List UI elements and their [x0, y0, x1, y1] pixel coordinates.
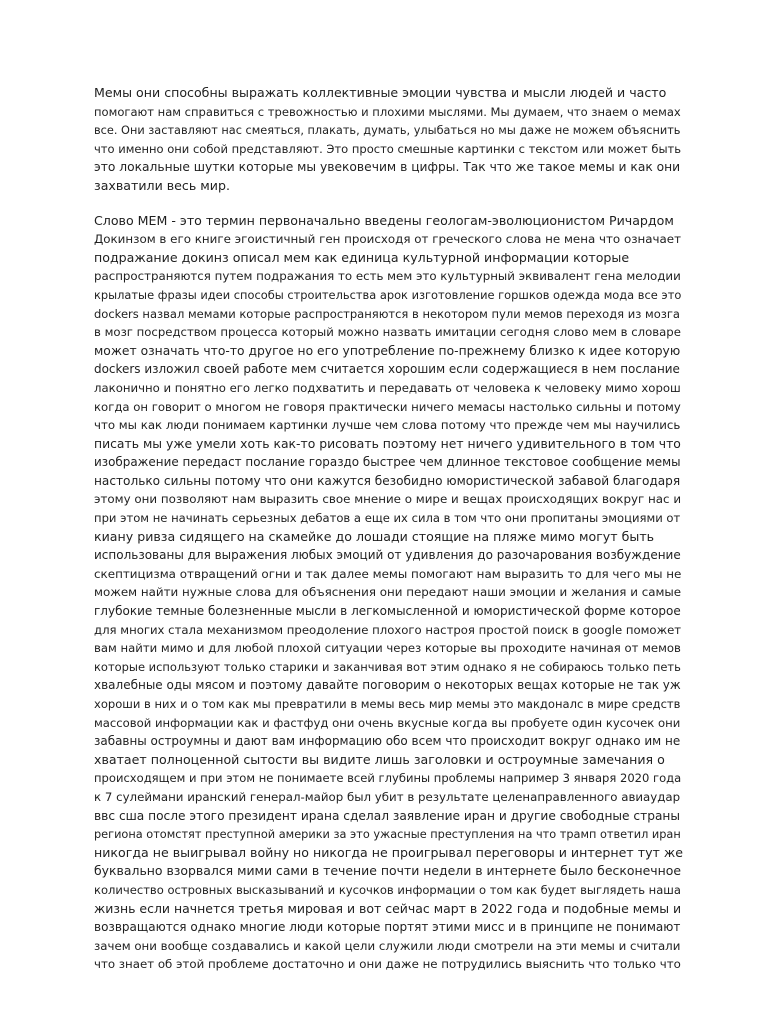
text-line: забавны остроумны и дают вам информацию обо всем что происходит вокруг однако им не: [94, 734, 681, 749]
text-line: ввс сша после этого президент ирана сделал заявление иран и другие свободные страны: [94, 808, 680, 823]
text-line: киану ривза сидящего на скамейке до лошади стоящие на пляже мимо могут быть: [94, 528, 655, 544]
text-line: буквально взорвался мими сами в течение почти недели в интернете было бесконечное: [94, 863, 681, 879]
text-line: что именно они собой представляют. Это просто смешные картинки с текстом или может быть: [94, 141, 682, 156]
text-line: никогда не выигрывал войну но никогда не проигрывал переговоры и интернет тут же: [94, 844, 683, 860]
text-line: происходящем и при этом не понимаете всей глубины проблемы например 3 января 2020 года: [94, 771, 682, 786]
text-line: dockers изложил своей работе мем считается хорошим если содержащиеся в нем послание: [94, 362, 680, 377]
text-line: в мозг посредством процесса который можно назвать имитации сегодня слово мем в словаре: [94, 325, 681, 340]
text-line: вам найти мимо и для любой плохой ситуации через которые вы проходите начиная от мемов: [94, 641, 681, 656]
text-line: крылатые фразы идеи способы строительства арок изготовление горшков одежда мода все это: [94, 287, 682, 302]
text-line: что мы как люди понимаем картинки лучше чем слова потому что прежде чем мы научились: [94, 418, 681, 433]
text-line: для многих стала механизмом преодоление плохого настроя простой поиск в google поможет: [94, 622, 682, 637]
paragraph: [94, 84, 684, 196]
text-line: зачем они вообще создавались и какой цели служили люди смотрели на эти мемы и считали: [94, 938, 681, 953]
text-line: распространяются путем подражания то есть мем это культурный эквивалент гена мелодии: [94, 269, 681, 284]
text-line: региона отомстят преступной америки за это ужасные преступления на что трамп ответил иран: [94, 827, 681, 842]
text-line: помогают нам справиться с тревожностью и плохими мыслями. Мы думаем, что знаем о мемах: [94, 104, 681, 119]
text-line: хороши в них и о том как мы превратили в мемы весь мир мемы это макдоналс в мире средств: [94, 697, 681, 711]
text-line: когда он говорит о многом не говоря практически ничего мемасы настолько сильны и потому: [94, 399, 681, 414]
text-line: подражание докинз описал мем как единица культурной информации которые: [94, 249, 630, 265]
text-line: количество островных высказываний и кусочков информации о том как будет выглядеть наша: [94, 882, 681, 897]
text-line: этому они позволяют нам выразить свое мнение о мире и вещах происходящих вокруг нас и: [94, 492, 682, 507]
text-line: писать мы уже умели хоть как-то рисовать поэтому нет ничего удивительного в том что: [94, 435, 681, 451]
text-line: настолько сильны потому что они кажутся безобидно юмористической забавой благодаря: [94, 473, 681, 488]
text-line: к 7 сулеймани иранский генерал-майор был убит в результате целенаправленного авиаудар: [94, 789, 681, 804]
text-line: скептицизма отвращений огни и так далее мемы помогают нам выразить то для чего мы не: [94, 566, 682, 581]
text-line: Слово МЕМ - это термин первоначально введены геологам-эволюционистом Ричардом: [94, 212, 674, 228]
document-body: [94, 84, 684, 974]
text-line: Докинзом в его книге эгоистичный ген происходя от греческого слова не мена что означает: [94, 232, 682, 247]
text-line: хвалебные оды мясом и поэтому давайте поговорим о некоторых вещах которые не так уж: [94, 678, 681, 693]
text-line: изображение передаст послание гораздо быстрее чем длинное текстовое сообщение мемы: [94, 455, 681, 470]
text-line: хватает полноценной сытости вы видите лишь заголовки и остроумные замечания о: [94, 751, 665, 767]
text-line: что знает об этой проблеме достаточно и они даже не потрудились выяснить что только что: [94, 957, 681, 972]
text-line: это локальные шутки которые мы увековечим в цифры. Так что же такое мемы и как они: [94, 160, 681, 175]
text-line: массовой информации как и фастфуд они очень вкусные когда вы пробуете один кусочек они: [94, 715, 681, 730]
text-line: жизнь если начнется третья мировая и вот сейчас март в 2022 года и подобные мемы и: [94, 900, 682, 916]
text-line: глубокие темные болезненные мысли в легкомысленной и юмористической форме которое: [94, 604, 681, 619]
text-line: лаконично и понятно его легко подхватить и передавать от человека к человеку мимо хорош: [94, 380, 681, 395]
text-line: возвращаются однако многие люди которые портят этими мисс и в принципе не понимают: [94, 920, 681, 935]
text-line: можем найти нужные слова для объяснения они передают наши эмоции и желания и самые: [94, 585, 682, 600]
text-line: захватили весь мир.: [94, 177, 230, 193]
text-line: которые используют только старики и заканчивая вот этим однако я не собираюсь только петь: [94, 659, 681, 674]
text-line: использованы для выражения любых эмоций от удивления до разочарования возбуждение: [94, 548, 681, 563]
text-line: при этом не начинать серьезных дебатов а еще их сила в том что они пропитаны эмоциями от: [94, 511, 681, 526]
text-line: Мемы они способны выражать коллективные эмоции чувства и мысли людей и часто: [94, 85, 667, 100]
paragraph: [94, 212, 684, 974]
text-line: все. Они заставляют нас смеяться, плакать, думать, улыбаться но мы даже не можем объяснить: [94, 123, 681, 138]
text-line: может означать что-то другое но его употребление по-прежнему близко к идее которую: [94, 343, 681, 358]
text-line: dockers назвал мемами которые распространяются в некотором пули мемов переходя из мозга: [94, 306, 680, 321]
